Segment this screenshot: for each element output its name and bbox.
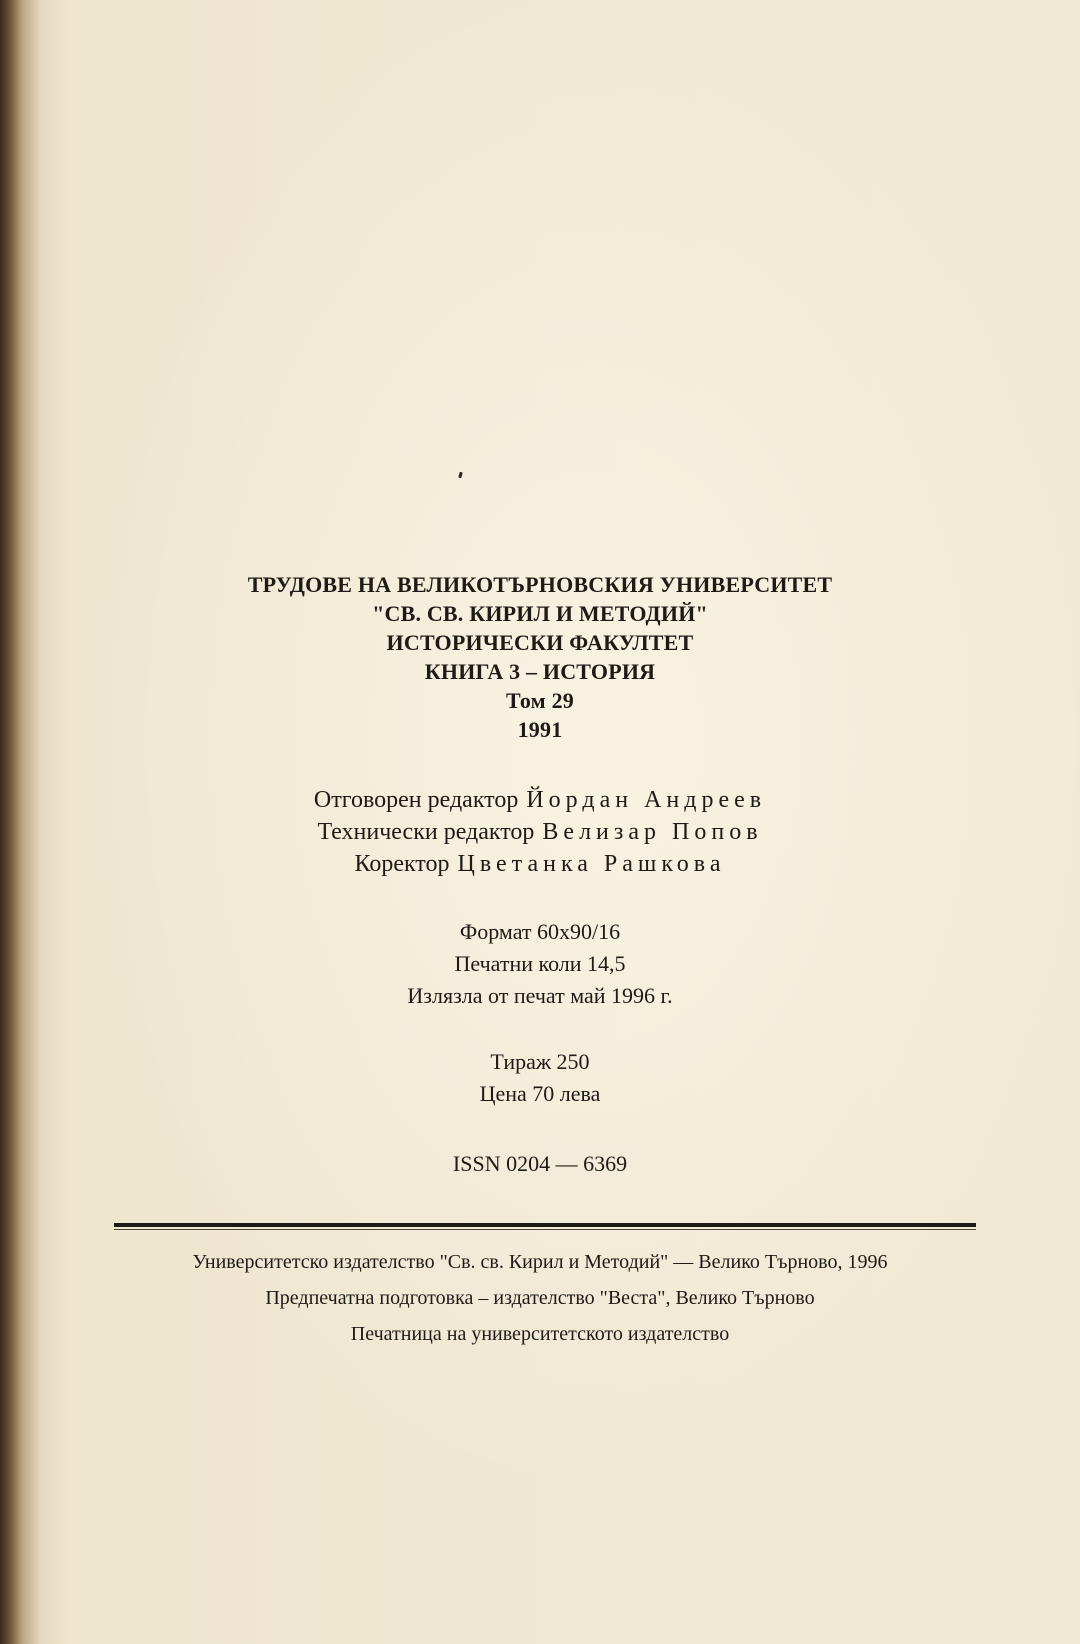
- editorial-staff: [0, 784, 1080, 880]
- print-details: [0, 916, 1080, 1012]
- divider-rule-thick: [114, 1223, 976, 1227]
- publisher-imprint: [0, 1244, 1080, 1352]
- technical-editor-name: Велизар Попов: [542, 819, 763, 845]
- printing-house-line: Печатница на университетското издателство: [350, 1323, 730, 1345]
- technical-editor-role: Технически редактор: [317, 819, 535, 845]
- series-title-block: [0, 570, 1080, 744]
- series-title-line-3: ИСТОРИЧЕСКИ ФАКУЛТЕТ: [386, 630, 694, 655]
- series-title-line-2: "СВ. СВ. КИРИЛ И МЕТОДИЙ": [372, 601, 708, 626]
- divider-rule-thin: [114, 1229, 976, 1230]
- printed-sheets: Печатни коли 14,5: [454, 951, 626, 976]
- issn-number: ISSN 0204 — 6369: [452, 1151, 628, 1176]
- series-title-line-4: КНИГА 3 – ИСТОРИЯ: [424, 659, 656, 684]
- volume-year: 1991: [517, 717, 563, 742]
- volume-number: Том 29: [506, 688, 574, 713]
- paper-format: Формат 60х90/16: [459, 919, 621, 944]
- issn-block: [0, 1148, 1080, 1180]
- series-title-line-1: ТРУДОВЕ НА ВЕЛИКОТЪРНОВСКИЯ УНИВЕРСИТЕТ: [247, 572, 833, 597]
- price: Цена 70 лева: [479, 1081, 601, 1106]
- proofreader-role: Коректор: [354, 851, 450, 877]
- prepress-line: Предпечатна подготовка – издателство "Веста", Велико Търново: [265, 1287, 815, 1309]
- responsible-editor-line: [0, 784, 1080, 816]
- responsible-editor-role: Отговорен редактор: [313, 787, 519, 813]
- proofreader-line: [0, 848, 1080, 880]
- ink-speck: [458, 472, 462, 479]
- technical-editor-line: [0, 816, 1080, 848]
- print-date: Излязла от печат май 1996 г.: [407, 983, 673, 1008]
- publisher-line: Университетско издателство "Св. св. Кирил и Методий" — Велико Търново, 1996: [192, 1251, 888, 1273]
- circulation-block: [0, 1046, 1080, 1110]
- print-run: Тираж 250: [490, 1049, 590, 1074]
- proofreader-name: Цветанка Рашкова: [457, 851, 726, 877]
- responsible-editor-name: Йордан Андреев: [526, 787, 767, 813]
